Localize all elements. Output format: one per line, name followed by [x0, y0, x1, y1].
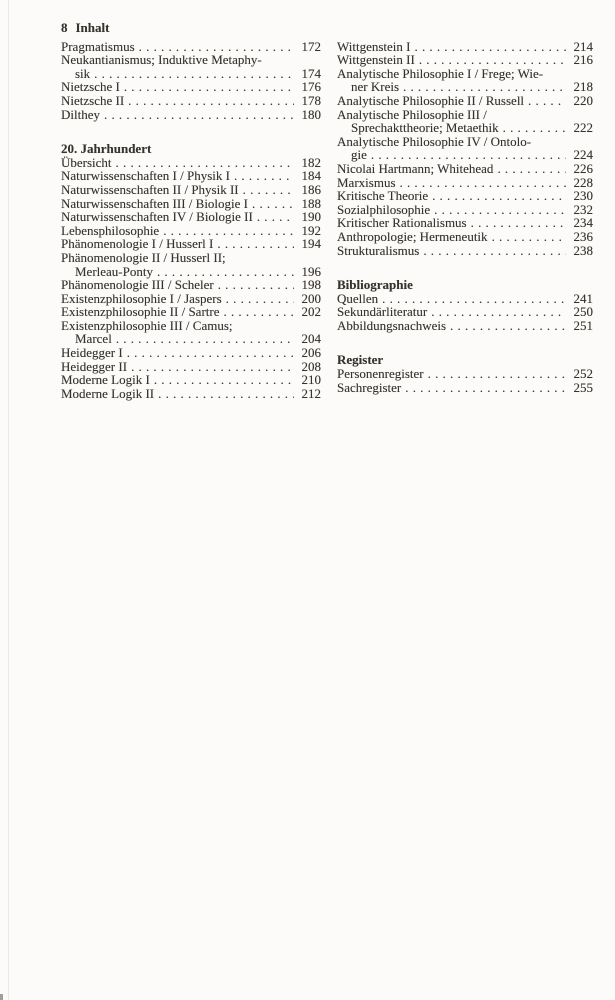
- dot-leader: [104, 108, 294, 122]
- toc-entry-line2: [61, 332, 321, 346]
- toc-entry-label: Merleau-Ponty: [75, 263, 153, 279]
- toc-entry: [337, 292, 593, 306]
- toc-entry: [61, 387, 321, 401]
- toc-entry: [61, 237, 321, 251]
- dot-leader: [419, 53, 566, 67]
- dot-leader: [116, 332, 294, 346]
- table-of-contents: [61, 40, 593, 401]
- toc-entry: [61, 40, 321, 54]
- page-number: 208: [301, 358, 321, 374]
- page-number: 220: [573, 92, 593, 108]
- toc-entry: [337, 53, 593, 67]
- toc-entry: [337, 203, 593, 217]
- page-number: 206: [301, 345, 321, 361]
- toc-entry-label: Kritischer Rationalismus: [337, 215, 467, 231]
- toc-entry-line2: [61, 67, 321, 81]
- toc-entry-label: Naturwissenschaften IV / Biologie II: [61, 209, 253, 225]
- toc-entry-label: Phänomenologie I / Husserl I: [61, 236, 214, 252]
- toc-entry-label: Marcel: [75, 331, 112, 347]
- page-number: 218: [573, 79, 593, 95]
- toc-entry-label: Existenzphilosophie I / Jaspers: [61, 290, 222, 306]
- dot-leader: [128, 94, 294, 108]
- toc-entry-label: Naturwissenschaften II / Physik II: [61, 181, 239, 197]
- toc-entry-label: Sozialphilosophie: [337, 201, 431, 217]
- dot-leader: [224, 305, 295, 319]
- toc-entry-label: Pragmatismus: [61, 38, 135, 54]
- toc-entry-label: Nietzsche II: [61, 92, 125, 108]
- dot-leader: [157, 265, 294, 279]
- toc-entry: [337, 367, 593, 381]
- toc-entry-label: Strukturalismus: [337, 242, 420, 258]
- dot-leader: [503, 121, 566, 135]
- toc-entry-label: gie: [351, 147, 367, 163]
- toc-entry: [61, 197, 321, 211]
- page-number: 255: [573, 379, 593, 395]
- page-number: 230: [573, 188, 593, 204]
- dot-leader: [431, 305, 566, 319]
- toc-entry-label: Heidegger I: [61, 345, 123, 361]
- page-number: 212: [301, 385, 321, 401]
- toc-entry-label: Phänomenologie III / Scheler: [61, 277, 214, 293]
- toc-entry: [337, 162, 593, 176]
- toc-entry-line1: [61, 319, 321, 333]
- page-number: 198: [301, 277, 321, 293]
- toc-entry-label: Übersicht: [61, 154, 112, 170]
- page-number: 200: [301, 290, 321, 306]
- toc-entry-label: Lebensphilosophie: [61, 222, 160, 238]
- toc-entry: [337, 319, 593, 333]
- toc-section: [61, 142, 321, 400]
- toc-entry: [61, 278, 321, 292]
- page-number: 252: [573, 366, 593, 382]
- toc-section: [337, 353, 593, 394]
- scanned-page: [61, 21, 593, 400]
- toc-entry: [61, 183, 321, 197]
- toc-entry-label: ner Kreis: [351, 79, 400, 95]
- page-number: 224: [573, 147, 593, 163]
- page-number: 250: [573, 304, 593, 320]
- toc-entry-line1: [61, 251, 321, 265]
- toc-entry: [61, 346, 321, 360]
- toc-entry: [337, 244, 593, 258]
- toc-entry: [61, 80, 321, 94]
- dot-leader: [243, 183, 294, 197]
- page-number: 184: [301, 168, 321, 184]
- toc-entry-label: Marxismus: [337, 174, 396, 190]
- page-number: 186: [301, 181, 321, 197]
- toc-section: [337, 40, 593, 258]
- toc-entry-line2: [337, 148, 593, 162]
- toc-entry: [61, 169, 321, 183]
- toc-entry-label: Sprechakttheorie; Metaethik: [351, 120, 499, 136]
- page-number: 196: [301, 263, 321, 279]
- page-number: 178: [301, 92, 321, 108]
- dot-leader: [428, 367, 566, 381]
- dot-leader: [234, 169, 294, 183]
- toc-entry-label: Nicolai Hartmann; Whitehead: [337, 160, 494, 176]
- toc-entry-label: Wittgenstein I: [337, 38, 411, 54]
- page-number: 210: [301, 372, 321, 388]
- toc-section-heading: 20. Jahrhundert: [61, 141, 152, 157]
- page-number: 228: [573, 174, 593, 190]
- dot-leader: [382, 292, 566, 306]
- dot-leader: [154, 373, 294, 387]
- page-number: 234: [573, 215, 593, 231]
- page-number: 190: [301, 209, 321, 225]
- dot-leader: [423, 244, 566, 258]
- toc-entry: [61, 210, 321, 224]
- page-number: 202: [301, 304, 321, 320]
- dot-leader: [497, 162, 566, 176]
- page-number: 232: [573, 201, 593, 217]
- dot-leader: [405, 381, 566, 395]
- page-number: 176: [301, 79, 321, 95]
- toc-entry: [337, 305, 593, 319]
- toc-entry: [61, 108, 321, 122]
- toc-entry-label: sik: [75, 65, 91, 81]
- toc-entry: [61, 224, 321, 238]
- toc-entry-line1: [337, 135, 593, 149]
- page-number: 182: [301, 154, 321, 170]
- toc-entry-label: Naturwissenschaften III / Biologie I: [61, 195, 249, 211]
- dot-leader: [94, 67, 294, 81]
- dot-leader: [492, 230, 566, 244]
- page-number: 192: [301, 222, 321, 238]
- toc-entry-label: Sachregister: [337, 379, 402, 395]
- toc-entry: [61, 360, 321, 374]
- dot-leader: [415, 40, 567, 54]
- page-number: 174: [301, 65, 321, 81]
- toc-entry: [337, 176, 593, 190]
- page-number: 180: [301, 106, 321, 122]
- page-number: 194: [301, 236, 321, 252]
- toc-section: [61, 40, 321, 122]
- toc-entry-line1: [337, 67, 593, 81]
- dot-leader: [218, 278, 294, 292]
- dot-leader: [226, 292, 294, 306]
- toc-entry-line2: [337, 80, 593, 94]
- toc-entry-label: Nietzsche I: [61, 79, 120, 95]
- toc-entry-label: Existenzphilosophie II / Sartre: [61, 304, 220, 320]
- page-number: 241: [573, 290, 593, 306]
- page-title: Inhalt: [75, 20, 110, 35]
- dot-leader: [434, 203, 566, 217]
- dot-leader: [257, 210, 294, 224]
- toc-entry: [337, 216, 593, 230]
- toc-entry-label: Moderne Logik II: [61, 385, 155, 401]
- toc-entry-label: Phänomenologie II / Husserl II;: [61, 249, 226, 265]
- page-number: 226: [573, 160, 593, 176]
- page-number: 238: [573, 242, 593, 258]
- toc-entry-label: Sekundärliteratur: [337, 304, 428, 320]
- dot-leader: [450, 319, 566, 333]
- toc-entry-line1: [337, 108, 593, 122]
- dot-leader: [127, 346, 294, 360]
- toc-entry-label: Abbildungsnachweis: [337, 317, 447, 333]
- toc-entry: [61, 292, 321, 306]
- toc-entry-line1: [61, 53, 321, 67]
- toc-entry: [61, 373, 321, 387]
- dot-leader: [252, 197, 294, 211]
- dot-leader: [131, 360, 294, 374]
- dot-leader: [139, 40, 294, 54]
- toc-entry: [337, 94, 593, 108]
- toc-entry-label: Analytische Philosophie I / Frege; Wie-: [337, 65, 544, 81]
- dot-leader: [163, 224, 294, 238]
- toc-entry-label: Existenzphilosophie III / Camus;: [61, 317, 233, 333]
- toc-section-heading: Bibliographie: [337, 277, 413, 293]
- toc-entry: [337, 230, 593, 244]
- toc-entry-label: Analytische Philosophie IV / Ontolo-: [337, 133, 532, 149]
- toc-entry-label: Naturwissenschaften I / Physik I: [61, 168, 230, 184]
- toc-entry-label: Neukantianismus; Induktive Metaphy-: [61, 52, 262, 68]
- toc-entry: [61, 156, 321, 170]
- scan-corner-artifact: [0, 994, 3, 1000]
- page-header: [61, 21, 593, 35]
- toc-entry-label: Quellen: [337, 290, 379, 306]
- page-number: 204: [301, 331, 321, 347]
- toc-section-heading: Register: [337, 352, 384, 368]
- toc-entry-label: Analytische Philosophie II / Russell: [337, 92, 525, 108]
- dot-leader: [432, 189, 566, 203]
- toc-entry-label: Personenregister: [337, 366, 424, 382]
- page-number: 172: [301, 38, 321, 54]
- toc-column-left: [61, 40, 321, 401]
- page-number: 216: [573, 52, 593, 68]
- page-number: 188: [301, 195, 321, 211]
- page-number: 222: [573, 120, 593, 136]
- toc-entry-label: Kritische Theorie: [337, 188, 429, 204]
- dot-leader: [528, 94, 566, 108]
- toc-section: [337, 278, 593, 332]
- toc-entry-label: Dilthey: [61, 106, 100, 122]
- toc-column-right: [337, 40, 593, 401]
- toc-entry-line2: [337, 121, 593, 135]
- toc-entry-label: Moderne Logik I: [61, 372, 150, 388]
- dot-leader: [403, 80, 566, 94]
- dot-leader: [158, 387, 294, 401]
- dot-leader: [371, 148, 566, 162]
- toc-entry-label: Analytische Philosophie III /: [337, 106, 487, 122]
- page-number-header: 8: [61, 20, 68, 35]
- toc-entry: [337, 189, 593, 203]
- toc-entry-line2: [61, 265, 321, 279]
- dot-leader: [400, 176, 567, 190]
- dot-leader: [124, 80, 294, 94]
- page-number: 214: [573, 38, 593, 54]
- dot-leader: [471, 216, 566, 230]
- dot-leader: [217, 237, 294, 251]
- toc-entry: [61, 305, 321, 319]
- page-number: 251: [573, 317, 593, 333]
- scan-edge-artifact: [8, 0, 9, 1000]
- page-number: 236: [573, 228, 593, 244]
- toc-entry: [337, 381, 593, 395]
- toc-entry-label: Heidegger II: [61, 358, 128, 374]
- toc-entry: [337, 40, 593, 54]
- dot-leader: [116, 156, 294, 170]
- toc-entry-label: Wittgenstein II: [337, 52, 415, 68]
- toc-entry: [61, 94, 321, 108]
- toc-entry-label: Anthropologie; Hermeneutik: [337, 228, 488, 244]
